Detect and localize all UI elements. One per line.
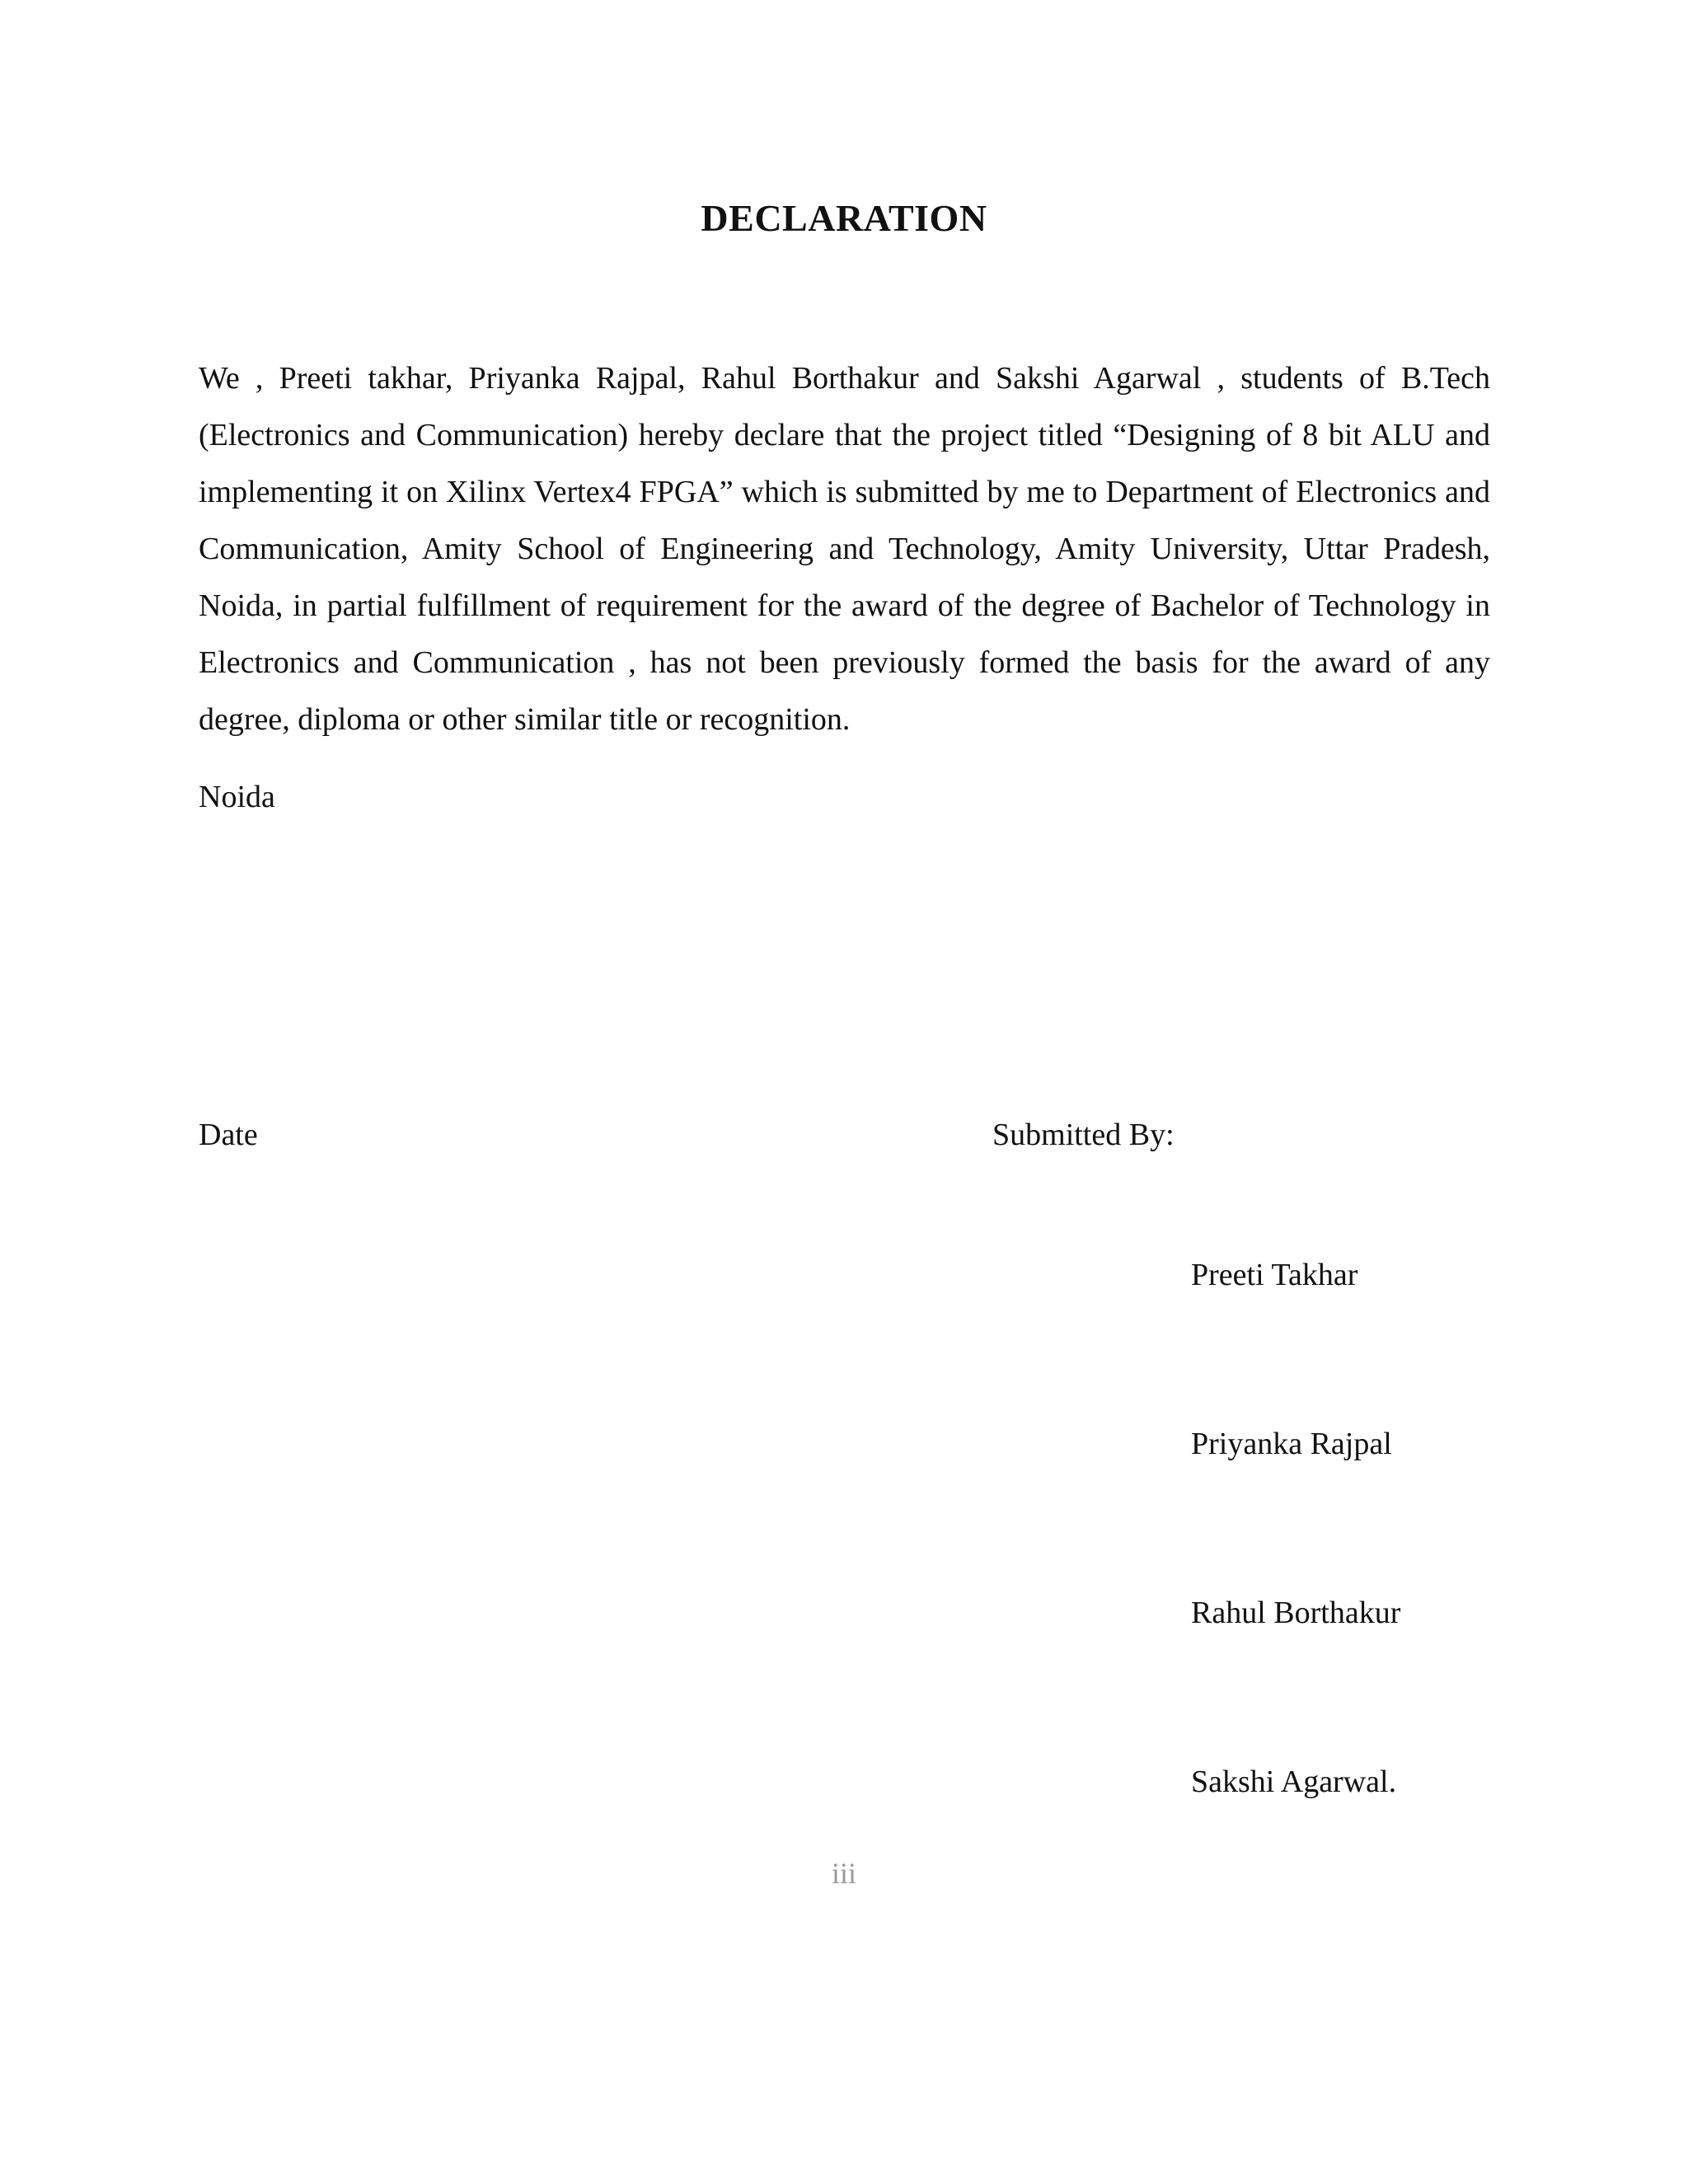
page-title: DECLARATION — [701, 197, 987, 239]
signatory-name: Preeti Takhar — [1191, 1258, 1358, 1292]
signatory-name: Sakshi Agarwal. — [1191, 1765, 1397, 1799]
signatory-name: Rahul Borthakur — [1191, 1596, 1401, 1630]
declaration-paragraph: We , Preeti takhar, Priyanka Rajpal, Rahul Borthakur and Sakshi Agarwal , students of B.Tech (Electronics and Communication) hereby declare that the project titled “Designing of 8 bit ALU and implementing it on Xilinx Vertex4 FPGA” which is submitted by me to Department of Electronics and Communication, Amity School of Engineering and Technology, Amity University, Uttar Pradesh, Noida, in partial fulfillment of requirement for the award of the degree of Bachelor of Technology in Electronics and Communication , has not been previously formed the basis for the award of any degree, diploma or other similar title or recognition. — [199, 361, 1490, 737]
signatory-name: Priyanka Rajpal — [1191, 1427, 1392, 1461]
date-label: Date — [199, 1118, 258, 1152]
submitted-by-label: Submitted By: — [992, 1118, 1175, 1152]
place-label: Noida — [199, 780, 275, 814]
page-number: iii — [831, 1857, 856, 1890]
